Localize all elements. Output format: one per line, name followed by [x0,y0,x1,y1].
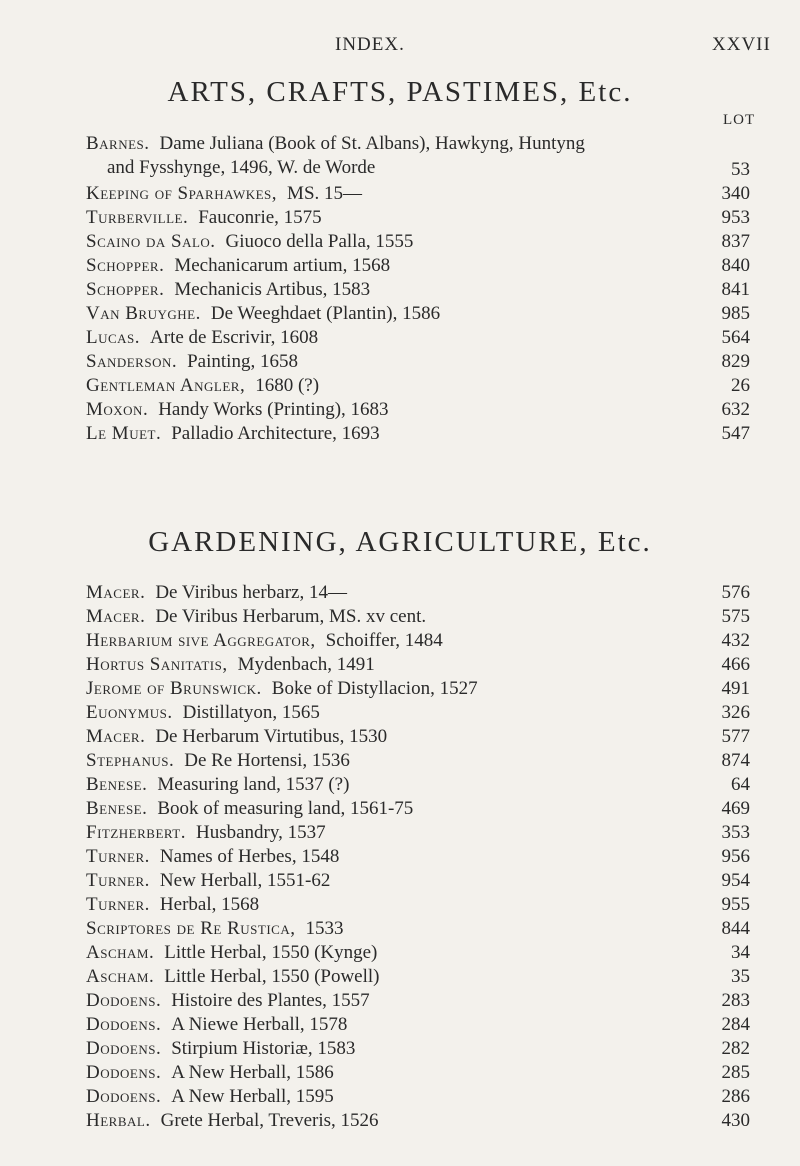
entry-title: Boke of Distyllacion, 1527 [271,678,478,699]
list-item [0,990,800,1014]
lot-number: 430 [721,1110,750,1131]
entry-author: Van Bruyghe. [86,303,201,324]
entry-title: Mechanicarum artium, 1568 [174,255,391,276]
entry-title: Handy Works (Printing), 1683 [158,399,389,420]
entry-text [86,894,259,916]
entry-text [86,606,426,628]
entry-author: Herbal. [86,1110,151,1131]
entry-author: Benese. [86,774,148,795]
entry-list-gardening [0,582,800,1134]
list-item [0,798,800,822]
lot-number: 286 [721,1086,750,1107]
entry-text [86,654,375,676]
section-title-gardening: GARDENING, AGRICULTURE, Etc. [148,526,652,558]
list-item [0,822,800,846]
entry-title: Little Herbal, 1550 (Powell) [164,966,380,987]
lot-number: 564 [721,327,750,348]
entry-author: Dodoens. [86,990,162,1011]
entry-author: Moxon. [86,399,149,420]
list-item [0,702,800,726]
entry-author: Dodoens. [86,1086,162,1107]
entry-text [86,207,322,229]
entry-text [86,1086,334,1108]
list-item [0,207,800,231]
entry-author: Schopper. [86,279,165,300]
entry-title: Palladio Architecture, 1693 [171,423,380,444]
lot-number: 326 [721,702,750,723]
entry-title: Mydenbach, 1491 [237,654,375,675]
entry-text [86,726,387,748]
list-item [0,678,800,702]
entry-author: Turner. [86,870,150,891]
list-item [0,654,800,678]
entry-title: De Re Hortensi, 1536 [184,750,350,771]
list-item [0,774,800,798]
list-item [0,606,800,630]
entry-author: Dodoens. [86,1038,162,1059]
list-item [0,966,800,990]
entry-text [86,702,320,724]
entry-text [86,231,413,253]
entry-author: Schopper. [86,255,165,276]
list-item [0,1014,800,1038]
entry-author: Scriptores de Re Rustica, [86,918,296,939]
entry-author: Turner. [86,846,150,867]
lot-number: 469 [721,798,750,819]
lot-number: 841 [721,279,750,300]
lot-number: 956 [721,846,750,867]
entry-text [86,630,443,652]
list-item [0,303,800,327]
lot-number: 953 [721,207,750,228]
entry-title: A New Herball, 1595 [171,1086,334,1107]
lot-number: 840 [721,255,750,276]
entry-title: Giuoco della Palla, 1555 [225,231,414,252]
entry-text [86,678,478,700]
lot-number: 466 [721,654,750,675]
entry-author: Turner. [86,894,150,915]
lot-number: 547 [721,423,750,444]
entry-text [86,870,330,892]
entry-author: Stephanus. [86,750,175,771]
list-item [0,133,800,183]
list-item [0,1086,800,1110]
entry-text [86,279,370,301]
entry-title: MS. 15— [287,183,363,204]
entry-text [86,1062,334,1084]
entry-author: Euonymus. [86,702,173,723]
entry-author: Hortus Sanitatis, [86,654,228,675]
entry-text [86,351,298,373]
lot-number: 64 [731,774,750,795]
list-item [0,870,800,894]
entry-text [86,990,370,1012]
entry-text [86,582,347,604]
entry-author: Turberville. [86,207,189,228]
lot-number: 632 [721,399,750,420]
lot-number: 340 [721,183,750,204]
entry-title: De Viribus herbarz, 14— [155,582,347,603]
entry-title: 1680 (?) [255,375,320,396]
list-item [0,399,800,423]
lot-number: 284 [721,1014,750,1035]
entry-title: Book of measuring land, 1561-75 [157,798,414,819]
entry-title: Names of Herbes, 1548 [159,846,340,867]
entry-author: Dodoens. [86,1062,162,1083]
entry-title: Dame Juliana (Book of St. Albans), Hawkyng, Huntyng [159,133,585,154]
lot-number: 282 [721,1038,750,1059]
entry-text [86,774,349,796]
entry-title: Little Herbal, 1550 (Kynge) [164,942,378,963]
list-item [0,1110,800,1134]
lot-number: 576 [721,582,750,603]
entry-title: New Herball, 1551-62 [159,870,331,891]
list-item [0,894,800,918]
list-item [0,255,800,279]
entry-text [86,822,326,844]
entry-author: Scaino da Salo. [86,231,216,252]
list-item [0,918,800,942]
entry-title: A New Herball, 1586 [171,1062,334,1083]
entry-text [86,255,390,277]
lot-number: 34 [731,942,750,963]
list-item [0,942,800,966]
list-item [0,351,800,375]
entry-title: Histoire des Plantes, 1557 [171,990,370,1011]
entry-author: Ascham. [86,942,155,963]
entry-text [86,183,362,205]
page-number: XXVII [712,34,771,55]
entry-author: Le Muet. [86,423,162,444]
entry-text [86,1038,355,1060]
entry-author: Macer. [86,606,146,627]
entry-author: Sanderson. [86,351,178,372]
lot-number: 829 [721,351,750,372]
entry-title: De Weeghdaet (Plantin), 1586 [210,303,441,324]
entry-text [86,399,389,421]
entry-title: Painting, 1658 [187,351,298,372]
entry-title: Schoiffer, 1484 [325,630,443,651]
entry-title: Measuring land, 1537 (?) [157,774,350,795]
list-item [0,726,800,750]
list-item [0,423,800,447]
entry-author: Herbarium sive Aggregator, [86,630,316,651]
entry-author: Ascham. [86,966,155,987]
entry-title: De Herbarum Virtutibus, 1530 [155,726,388,747]
entry-list-arts [0,133,800,447]
lot-number: 432 [721,630,750,651]
entry-title: Herbal, 1568 [159,894,260,915]
list-item [0,183,800,207]
entry-text [86,423,380,445]
entry-text [86,798,413,820]
list-item [0,630,800,654]
entry-text [86,1014,347,1036]
entry-title: Distillatyon, 1565 [182,702,320,723]
entry-text [86,327,318,349]
lot-number: 844 [721,918,750,939]
lot-number: 285 [721,1062,750,1083]
entry-title: Husbandry, 1537 [195,822,326,843]
entry-text [86,942,377,964]
list-item [0,1038,800,1062]
lot-number: 874 [721,750,750,771]
lot-number: 837 [721,231,750,252]
entry-author: Keeping of Sparhawkes, [86,183,278,204]
lot-number: 353 [721,822,750,843]
entry-author: Macer. [86,582,146,603]
list-item [0,327,800,351]
entry-title-continuation: and Fysshynge, 1496, W. de Worde [107,157,376,178]
list-item [0,750,800,774]
entry-author: Macer. [86,726,146,747]
list-item [0,231,800,255]
lot-number: 575 [721,606,750,627]
list-item [0,279,800,303]
entry-author: Lucas. [86,327,141,348]
lot-number: 985 [721,303,750,324]
lot-number: 35 [731,966,750,987]
lot-number: 283 [721,990,750,1011]
section-title-arts: ARTS, CRAFTS, PASTIMES, Etc. [167,76,633,108]
entry-title: A Niewe Herball, 1578 [171,1014,348,1035]
entry-title: Grete Herbal, Treveris, 1526 [160,1110,379,1131]
entry-author: Barnes. [86,133,150,154]
lot-number: 53 [731,159,750,180]
entry-text [86,1110,379,1132]
list-item [0,846,800,870]
entry-author: Jerome of Brunswick. [86,678,262,699]
entry-title: De Viribus Herbarum, MS. xv cent. [155,606,427,627]
entry-author: Benese. [86,798,148,819]
entry-title: Arte de Escrivir, 1608 [150,327,319,348]
lot-number: 577 [721,726,750,747]
entry-text [86,375,319,397]
list-item [0,375,800,399]
lot-number: 955 [721,894,750,915]
entry-title: Mechanicis Artibus, 1583 [174,279,371,300]
entry-text [86,133,585,155]
lot-number: 26 [731,375,750,396]
entry-title: Fauconrie, 1575 [198,207,322,228]
lot-number: 954 [721,870,750,891]
entry-text [86,846,339,868]
running-head: INDEX. [335,34,405,55]
entry-title: Stirpium Historiæ, 1583 [171,1038,356,1059]
entry-author: Fitzherbert. [86,822,186,843]
entry-text [86,303,440,325]
list-item [0,582,800,606]
list-item [0,1062,800,1086]
entry-title: 1533 [305,918,344,939]
lot-column-header: LOT [723,112,756,128]
entry-author: Gentleman Angler, [86,375,246,396]
entry-author: Dodoens. [86,1014,162,1035]
entry-text [86,750,350,772]
entry-text [86,966,380,988]
entry-text [86,918,343,940]
lot-number: 491 [721,678,750,699]
